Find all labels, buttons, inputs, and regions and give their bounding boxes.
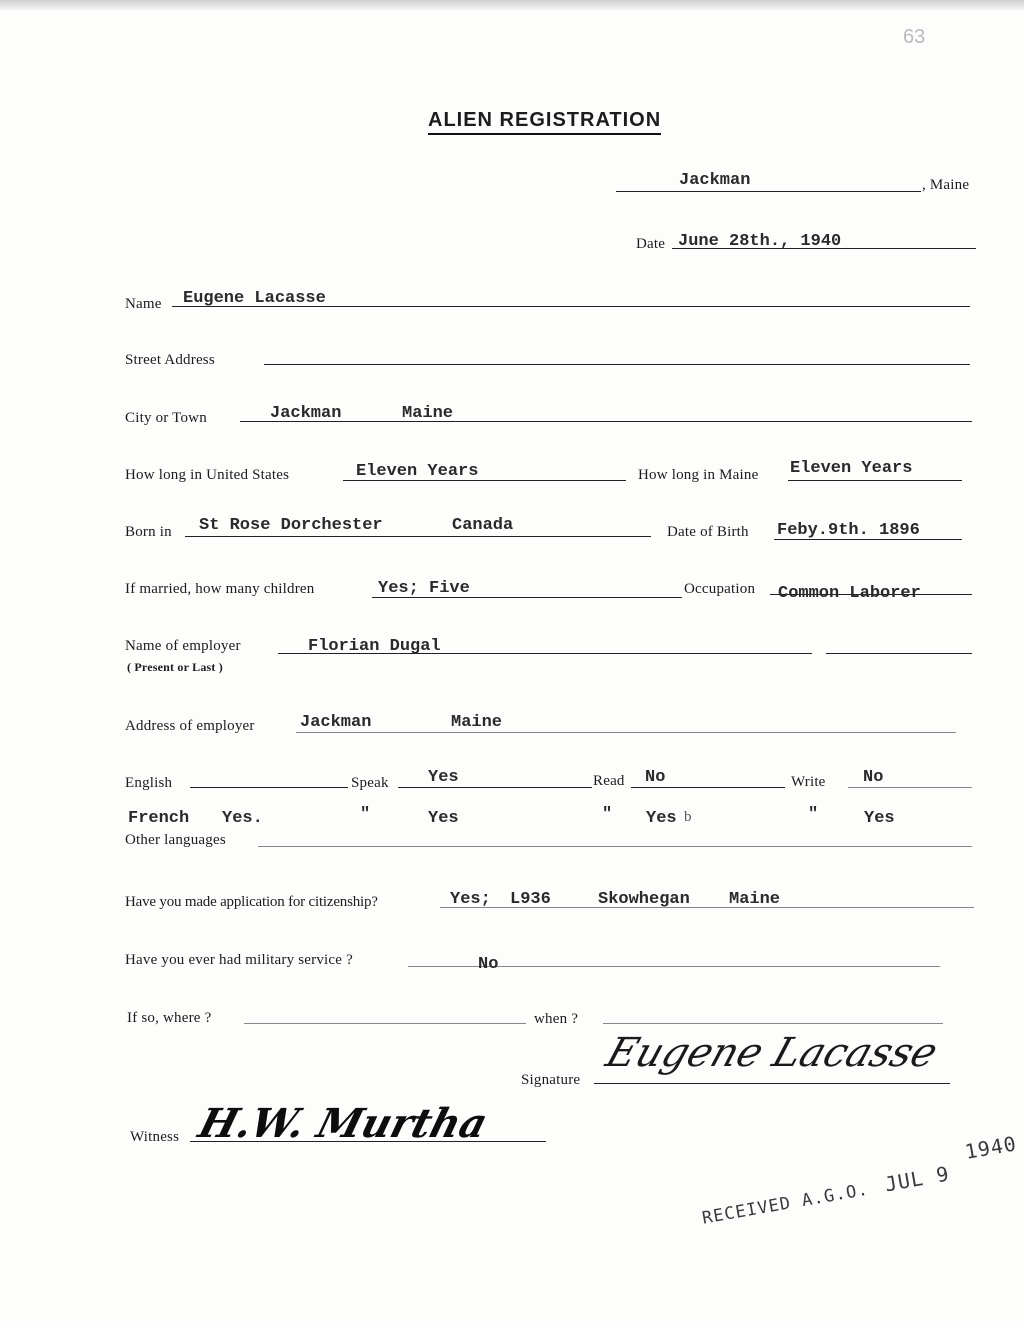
occupation-label: Occupation xyxy=(684,581,756,597)
citizenship-state: Maine xyxy=(729,890,781,909)
born-country: Canada xyxy=(452,516,514,535)
witness-value: H.W. Murtha xyxy=(193,1100,493,1147)
name-value: Eugene Lacasse xyxy=(183,289,326,308)
maine-duration-line xyxy=(788,480,962,481)
other-languages-label: Other languages xyxy=(125,832,226,848)
stamp-year: 1940 xyxy=(963,1131,1019,1164)
french-read-ditto: " xyxy=(602,805,613,824)
french-write-value: Yes xyxy=(864,809,895,828)
employer-sublabel: ( Present or Last ) xyxy=(127,660,224,674)
signature-line xyxy=(594,1083,950,1084)
received-stamp xyxy=(700,1131,1022,1229)
citizenship-label: Have you made application for citizenship? xyxy=(125,894,378,910)
french-value: Yes. xyxy=(222,809,263,828)
employer-address-label: Address of employer xyxy=(125,718,255,734)
english-speak-value: Yes xyxy=(428,768,459,787)
where-label: If so, where ? xyxy=(127,1010,212,1026)
street-line xyxy=(264,364,970,365)
french-write-ditto: " xyxy=(808,805,819,824)
employer-address-state: Maine xyxy=(451,713,503,732)
employer-address-town: Jackman xyxy=(300,713,372,732)
employer-address-line xyxy=(296,732,956,733)
employer-value: Florian Dugal xyxy=(308,637,441,656)
french-language: French xyxy=(128,809,190,828)
french-speak-ditto: " xyxy=(360,805,371,824)
witness-label: Witness xyxy=(130,1129,180,1145)
form-title: ALIEN REGISTRATION xyxy=(428,109,661,135)
when-line xyxy=(603,1023,943,1024)
english-write-value: No xyxy=(863,768,884,787)
dob-value: Feby.9th. 1896 xyxy=(777,521,920,540)
born-place: St Rose Dorchester xyxy=(199,516,383,535)
city-label: City or Town xyxy=(125,410,207,426)
occupation-value: Common Laborer xyxy=(778,584,921,603)
french-read-value: Yes xyxy=(646,809,677,828)
married-label: If married, how many children xyxy=(125,581,315,597)
citizenship-year: L936 xyxy=(510,890,551,909)
french-speak-value: Yes xyxy=(428,809,459,828)
born-label: Born in xyxy=(125,524,172,540)
born-line xyxy=(185,536,651,537)
french-read-mark: b xyxy=(684,809,692,825)
citizenship-town: Skowhegan xyxy=(598,890,690,909)
english-speak-label: Speak xyxy=(351,775,389,791)
citizenship-answer: Yes; xyxy=(450,890,491,909)
english-line xyxy=(190,787,348,788)
place-line xyxy=(616,191,921,192)
us-duration-label: How long in United States xyxy=(125,467,290,483)
employer-line-end xyxy=(826,653,972,654)
english-read-label: Read xyxy=(593,773,625,789)
date-value: June 28th., 1940 xyxy=(678,232,842,251)
stamp-date: JUL 9 xyxy=(882,1161,952,1197)
stamp-text: RECEIVED A.G.O. xyxy=(700,1179,871,1229)
page-number: 63 xyxy=(903,26,926,48)
place-state-label: , Maine xyxy=(922,177,970,193)
when-label: when ? xyxy=(534,1011,579,1027)
other-languages-line xyxy=(258,846,972,847)
english-speak-line xyxy=(398,787,592,788)
where-line xyxy=(244,1023,526,1024)
date-label: Date xyxy=(636,236,666,252)
english-read-value: No xyxy=(645,768,666,787)
military-value: No xyxy=(478,955,499,974)
english-read-line xyxy=(631,787,785,788)
city-town: Jackman xyxy=(270,404,342,423)
maine-duration-value: Eleven Years xyxy=(790,459,913,478)
employer-label: Name of employer xyxy=(125,638,241,654)
english-write-line xyxy=(848,787,972,788)
signature-label: Signature xyxy=(521,1072,581,1088)
us-duration-value: Eleven Years xyxy=(356,462,479,481)
scan-edge xyxy=(0,0,1024,10)
city-state: Maine xyxy=(402,404,454,423)
dob-label: Date of Birth xyxy=(667,524,749,540)
english-label: English xyxy=(125,775,173,791)
maine-duration-label: How long in Maine xyxy=(638,467,759,483)
married-value: Yes; Five xyxy=(378,579,470,598)
street-label: Street Address xyxy=(125,352,215,368)
military-label: Have you ever had military service ? xyxy=(125,952,353,968)
english-write-label: Write xyxy=(791,774,826,790)
city-line xyxy=(240,421,972,422)
signature-value: Eugene Lacasse xyxy=(600,1030,944,1076)
place-town: Jackman xyxy=(679,171,751,190)
name-label: Name xyxy=(125,296,162,312)
